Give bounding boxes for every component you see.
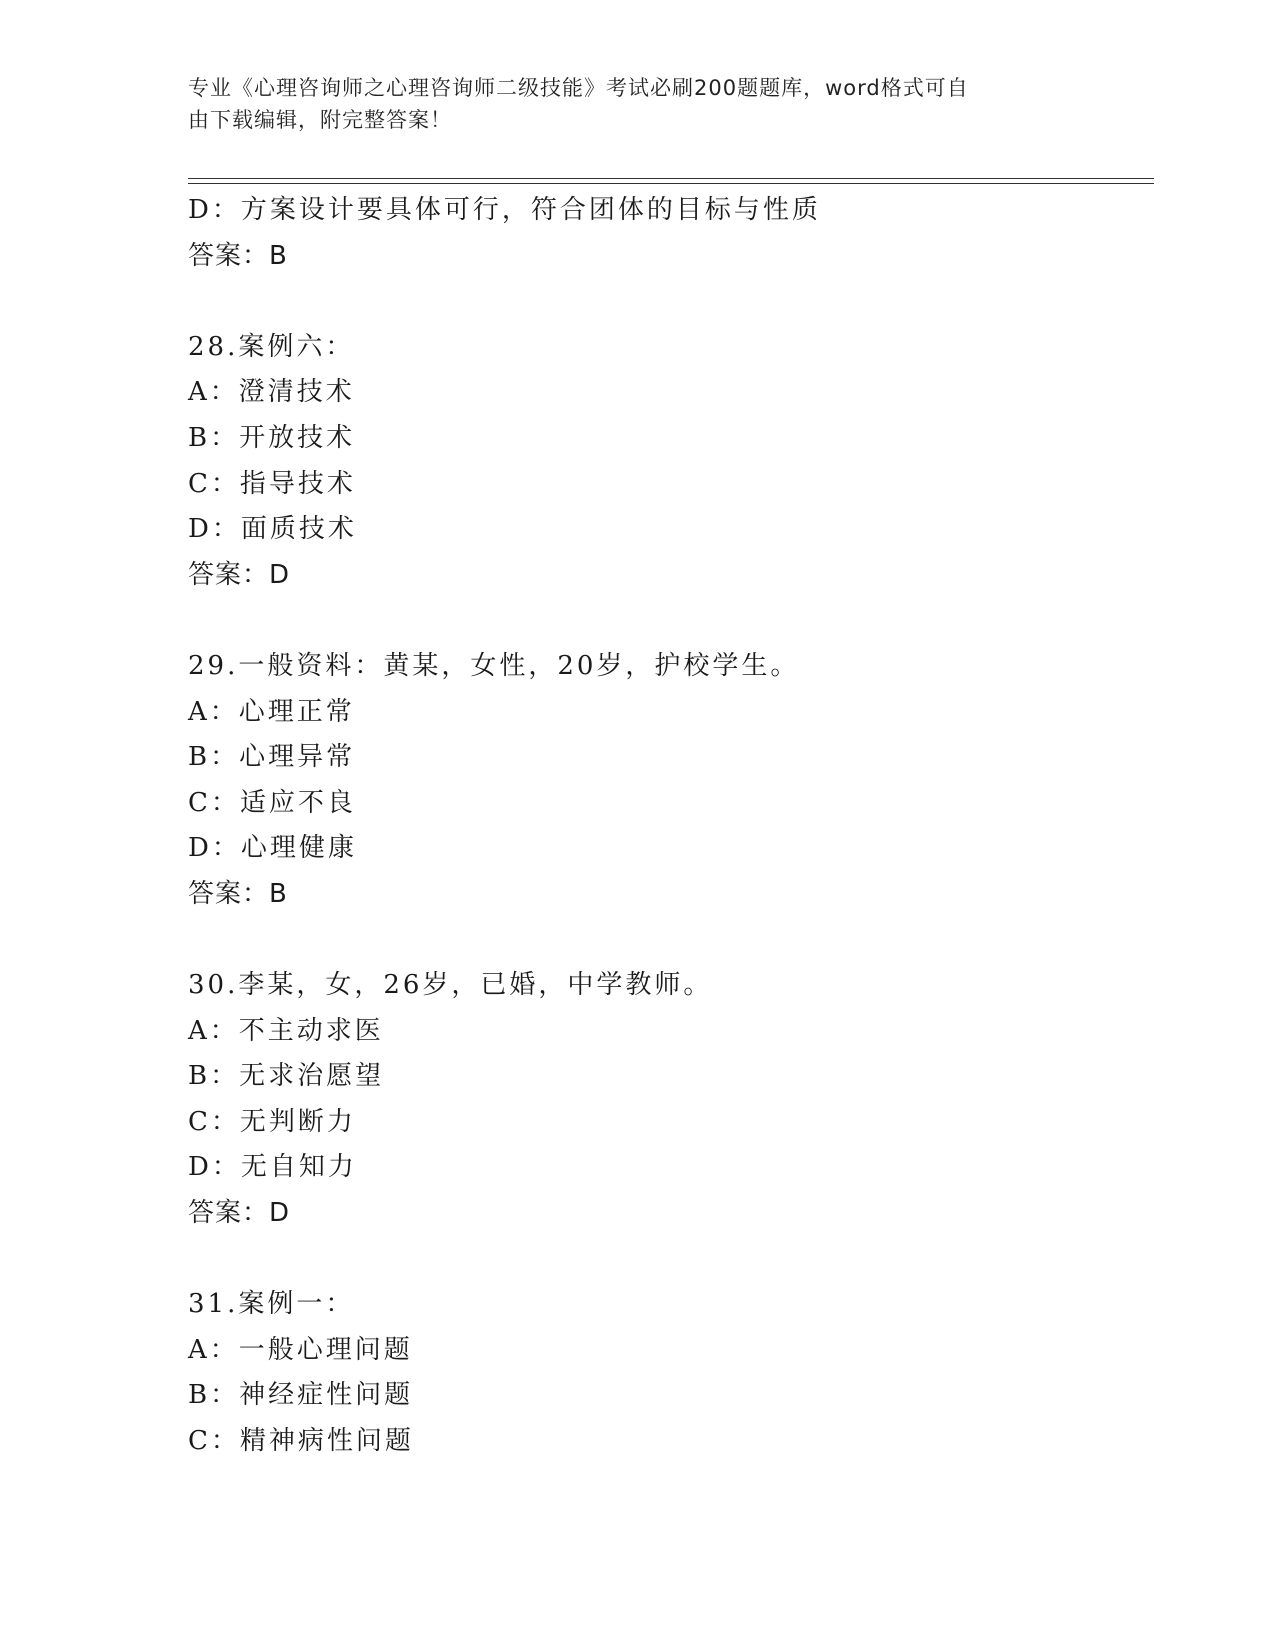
option-c: C：精神病性问题	[188, 1426, 414, 1457]
option-a: A：澄清技术	[188, 377, 355, 408]
option-b: B：无求治愿望	[188, 1061, 385, 1092]
question-list	[188, 188, 1148, 1465]
option-d: D：面质技术	[188, 514, 357, 545]
answer-line: 答案：D	[188, 1198, 291, 1229]
question-stem: 28.案例六：	[188, 331, 355, 362]
option-a: A：心理正常	[188, 696, 355, 727]
spacer	[188, 918, 1148, 964]
header-line-1: 专业《心理咨询师之心理咨询师二级技能》考试必刷200题题库，word格式可自	[188, 76, 969, 100]
option-b: B：心理异常	[188, 742, 356, 773]
document-header	[188, 72, 1068, 136]
answer-line: 答案：B	[188, 240, 288, 271]
option-a: A：不主动求医	[188, 1015, 384, 1046]
spacer	[188, 279, 1148, 325]
header-line-2: 由下载编辑，附完整答案！	[188, 108, 452, 132]
option-c: C：适应不良	[188, 787, 356, 818]
option-d: D：无自知力	[188, 1152, 357, 1183]
spacer	[188, 598, 1148, 644]
question-stem: 30.李某，女，26岁，已婚，中学教师。	[188, 970, 713, 1001]
header-rule-top	[188, 178, 1154, 179]
option-b: B：神经症性问题	[188, 1380, 414, 1411]
header-rule-bottom	[188, 183, 1154, 184]
option-c: C：指导技术	[188, 468, 356, 499]
option-b: B：开放技术	[188, 422, 356, 453]
option-c: C：无判断力	[188, 1106, 356, 1137]
option-d: D：心理健康	[188, 833, 357, 864]
option-d: D：方案设计要具体可行，符合团体的目标与性质	[188, 195, 821, 225]
spacer	[188, 1237, 1148, 1283]
question-stem: 29.一般资料：黄某，女性，20岁，护校学生。	[188, 650, 800, 681]
question-stem: 31.案例一：	[188, 1289, 355, 1320]
answer-line: 答案：B	[188, 878, 288, 909]
option-a: A：一般心理问题	[188, 1334, 413, 1365]
answer-line: 答案：D	[188, 559, 291, 590]
